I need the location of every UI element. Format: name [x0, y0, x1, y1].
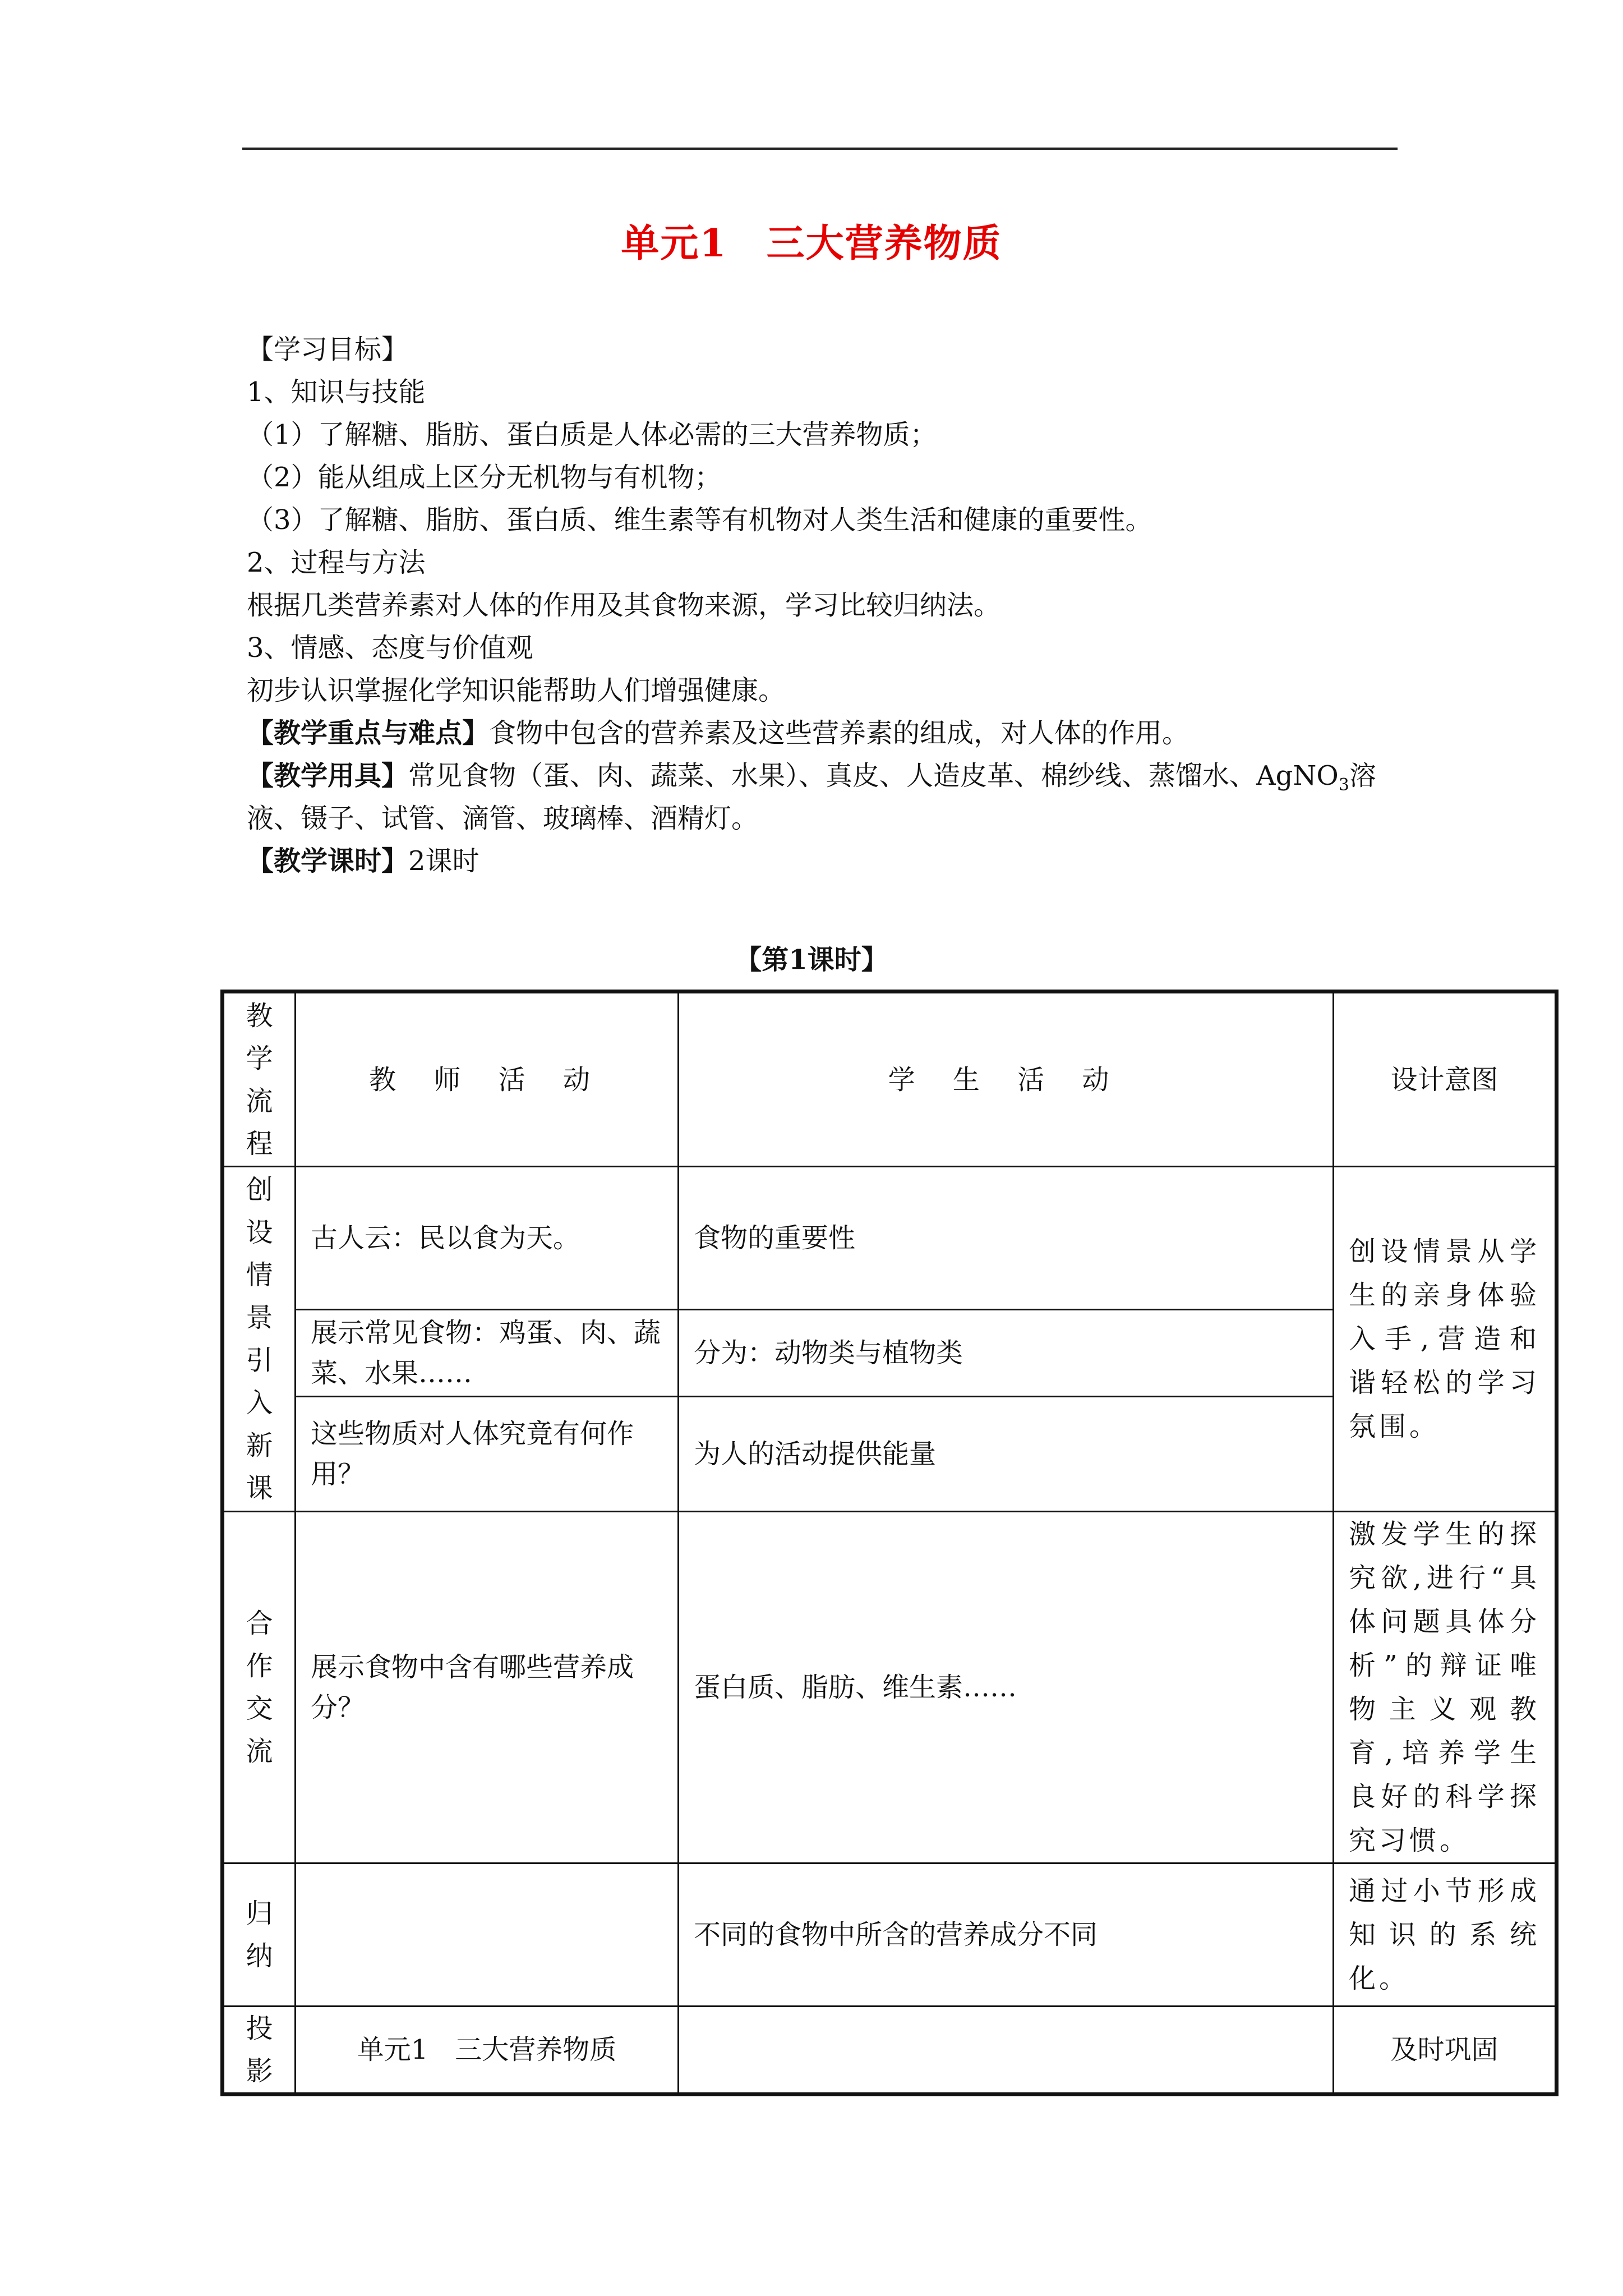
- teaching-tools-continued: 液、镊子、试管、滴管、玻璃棒、酒精灯。: [247, 803, 759, 834]
- teaching-hours-label: 【教学课时】: [247, 845, 409, 877]
- intent-cell: 及时巩固: [1334, 2007, 1557, 2095]
- teaching-tools-subscript: 3: [1338, 775, 1349, 795]
- document-title: 单元1 三大营养物质: [621, 221, 1002, 266]
- teacher-cell: 古人云：民以食为天。: [296, 1167, 679, 1310]
- header-student: 学 生 活 动: [679, 992, 1334, 1167]
- teacher-cell: 这些物质对人体究竟有何作用？: [296, 1397, 679, 1512]
- student-cell: 蛋白质、脂肪、维生素……: [679, 1512, 1334, 1864]
- knowledge-item-3: （3）了解糖、脂肪、蛋白质、维生素等有机物对人类生活和健康的重要性。: [247, 504, 1152, 536]
- intent-cell: 激发学生的探究欲,进行“具体问题具体分析”的辩证唯物主义观教育,培养学生良好的科学探究习惯。: [1334, 1512, 1557, 1864]
- teacher-cell: [296, 1864, 679, 2007]
- teacher-cell: 展示食物中含有哪些营养成分？: [296, 1512, 679, 1864]
- header-teacher: 教 师 活 动: [296, 992, 679, 1167]
- table-row: [223, 2007, 1557, 2095]
- student-cell: 分为：动物类与植物类: [679, 1310, 1334, 1397]
- header-rule: [242, 148, 1398, 150]
- header-stage: 教学流程: [223, 992, 296, 1167]
- intent-cell: 创设情景从学生的亲身体验入手,营造和谐轻松的学习氛围。: [1334, 1167, 1557, 1512]
- objectives-heading: 【学习目标】: [247, 334, 409, 365]
- stage-cell: 合作交流: [223, 1512, 296, 1864]
- teaching-tools-label: 【教学用具】: [247, 760, 409, 792]
- teaching-hours-text: 2课时: [408, 845, 479, 877]
- header-intent: 设计意图: [1334, 992, 1557, 1167]
- knowledge-item-2: （2）能从组成上区分无机物与有机物；: [247, 462, 722, 493]
- student-cell: 食物的重要性: [679, 1167, 1334, 1310]
- table-row: [223, 1512, 1557, 1864]
- table-header-row: [223, 992, 1557, 1167]
- teaching-focus-label: 【教学重点与难点】: [247, 717, 490, 749]
- process-methods-text: 根据几类营养素对人体的作用及其食物来源，学习比较归纳法。: [247, 590, 1001, 621]
- student-cell: [679, 2007, 1334, 2095]
- table-row: [223, 1864, 1557, 2007]
- teaching-focus: [247, 712, 1402, 754]
- teaching-tools-text-end: 溶: [1349, 760, 1376, 792]
- knowledge-item-1: （1）了解糖、脂肪、蛋白质是人体必需的三大营养物质；: [247, 419, 937, 450]
- session-title: 【第1课时】: [735, 944, 888, 976]
- teaching-hours: [247, 840, 1402, 882]
- emotion-values-text: 初步认识掌握化学知识能帮助人们增强健康。: [247, 675, 786, 706]
- knowledge-skills-title: 1、知识与技能: [247, 376, 426, 408]
- process-methods-title: 2、过程与方法: [247, 547, 426, 578]
- teacher-cell: 展示常见食物：鸡蛋、肉、蔬菜、水果……: [296, 1310, 679, 1397]
- teacher-cell: 单元1 三大营养物质: [296, 2007, 679, 2095]
- stage-cell: 创设情景引入新课: [223, 1167, 296, 1512]
- teaching-tools: [247, 754, 1402, 797]
- teaching-focus-text: 食物中包含的营养素及这些营养素的组成，对人体的作用。: [489, 717, 1189, 749]
- stage-cell: 投影: [223, 2007, 296, 2095]
- teaching-flow-table: [220, 990, 1559, 2096]
- student-cell: 不同的食物中所含的营养成分不同: [679, 1864, 1334, 2007]
- emotion-values-title: 3、情感、态度与价值观: [247, 632, 533, 664]
- intent-cell: 通过小节形成知识的系统化。: [1334, 1864, 1557, 2007]
- objectives-section: [247, 328, 1402, 882]
- teaching-tools-text: 常见食物（蛋、肉、蔬菜、水果）、真皮、人造皮革、棉纱线、蒸馏水、AgNO: [408, 760, 1339, 792]
- student-cell: 为人的活动提供能量: [679, 1397, 1334, 1512]
- table-row: [223, 1167, 1557, 1310]
- stage-cell: 归纳: [223, 1864, 296, 2007]
